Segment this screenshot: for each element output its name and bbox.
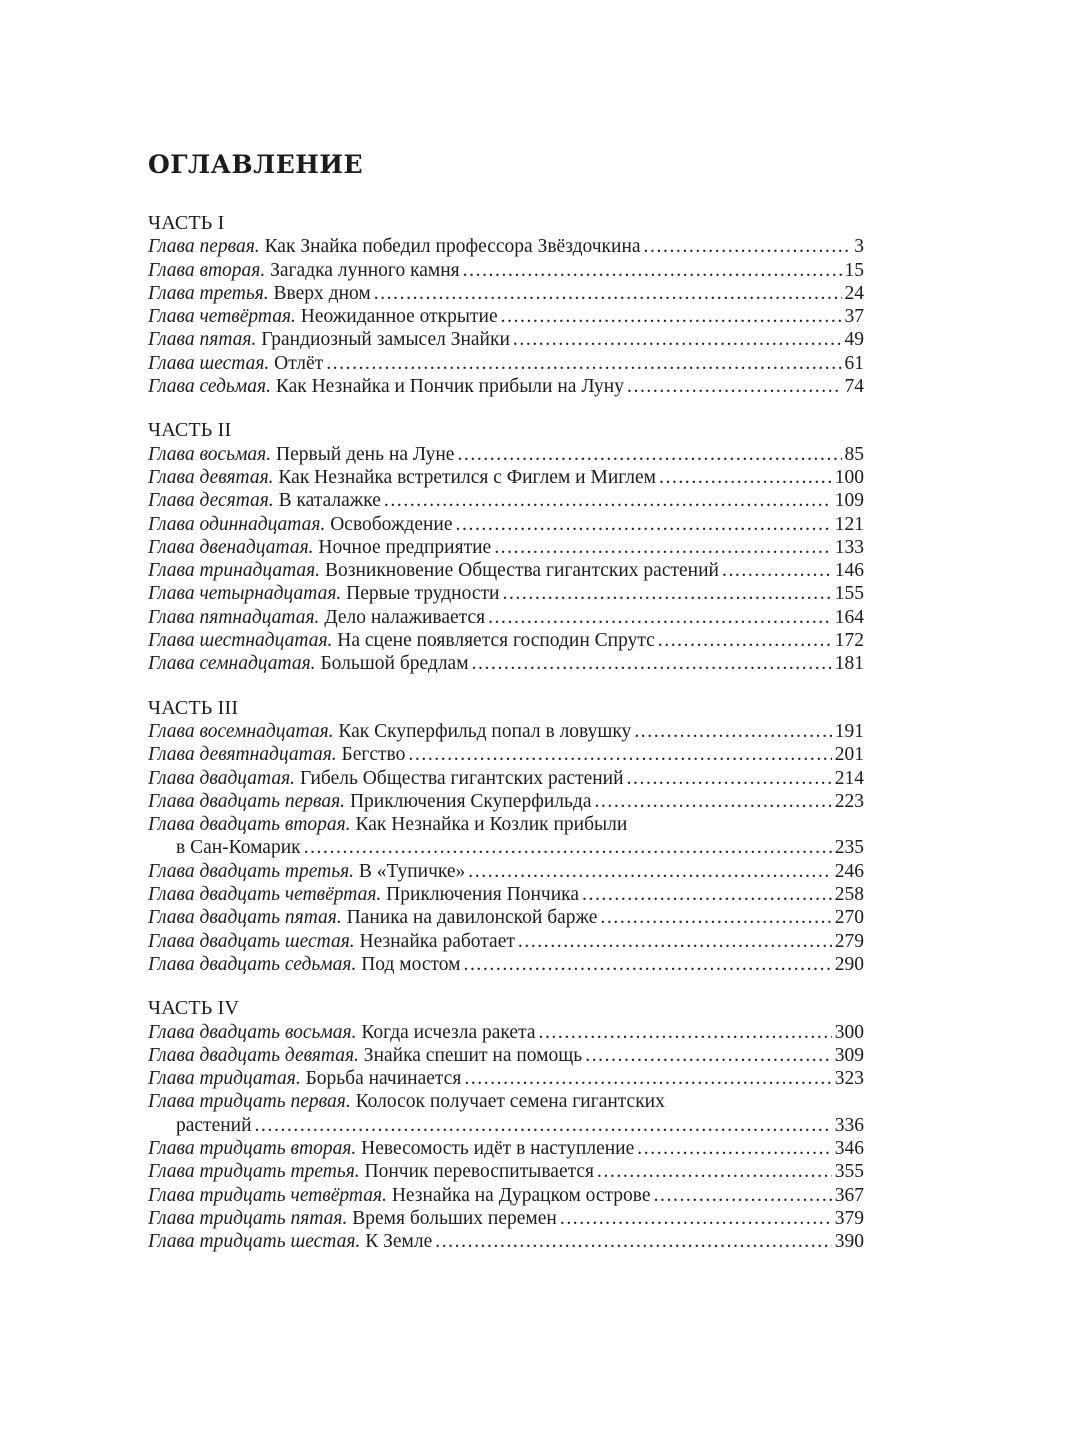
toc-entry[interactable] xyxy=(148,1230,864,1253)
page-number: 355 xyxy=(834,1161,864,1183)
chapter-label: Глава третья. xyxy=(148,282,269,304)
chapter-title: Пончик перевоспитывается xyxy=(364,1161,594,1183)
page-number: 109 xyxy=(834,490,864,512)
chapter-label: Глава двадцать восьмая. xyxy=(148,1021,357,1043)
chapter-title: Дело налаживается xyxy=(324,606,486,628)
chapter-title: Незнайка на Дурацком острове xyxy=(391,1184,651,1206)
chapter-title: Приключения Пончика xyxy=(386,884,579,906)
chapter-label: Глава тридцать вторая. xyxy=(148,1137,357,1159)
page-number: 290 xyxy=(834,953,864,975)
toc-entry[interactable] xyxy=(148,259,864,282)
chapter-label: Глава двадцать седьмая. xyxy=(148,953,357,975)
chapter-label: Глава десятая. xyxy=(148,490,274,512)
chapter-label: Глава семнадцатая. xyxy=(148,653,316,675)
toc-entry[interactable] xyxy=(148,513,864,536)
chapter-title: Грандиозный замысел Знайки xyxy=(261,329,510,351)
chapter-label: Глава двадцатая. xyxy=(148,767,296,789)
chapter-title: Под мостом xyxy=(361,953,461,975)
page-number: 336 xyxy=(834,1114,864,1136)
page-number: 121 xyxy=(834,513,864,535)
entry-text xyxy=(148,443,454,466)
chapter-title: В каталажке xyxy=(278,490,381,512)
chapter-title: Борьба начинается xyxy=(305,1068,462,1090)
leader-dots xyxy=(513,328,842,351)
chapter-title: В «Тупичке» xyxy=(358,860,466,882)
leader-dots xyxy=(304,836,832,859)
entry-text xyxy=(148,305,498,328)
chapter-label: Глава двадцать третья. xyxy=(148,860,355,882)
toc-entry-line xyxy=(148,1090,864,1113)
chapter-label: Глава двадцать первая. xyxy=(148,790,346,812)
chapter-title: На сцене появляется господин Спрутс xyxy=(337,630,655,652)
page-number: 309 xyxy=(834,1044,864,1066)
page-number: 223 xyxy=(834,790,864,812)
toc-part xyxy=(148,419,864,675)
leader-dots xyxy=(600,906,831,929)
leader-dots xyxy=(654,1184,832,1207)
page-number: 100 xyxy=(834,466,864,488)
chapter-title: К Земле xyxy=(365,1231,433,1253)
part-heading: ЧАСТЬ IV xyxy=(148,997,240,1020)
chapter-title: Незнайка работает xyxy=(359,930,515,952)
page-number: 155 xyxy=(834,583,864,605)
chapter-label: Глава четырнадцатая. xyxy=(148,583,342,605)
chapter-title: Гибель Общества гигантских растений xyxy=(299,767,624,789)
leader-dots xyxy=(560,1207,832,1230)
chapter-label: Глава двадцать шестая. xyxy=(148,930,355,952)
entry-text xyxy=(148,953,460,976)
entry-text xyxy=(148,536,491,559)
toc-entry[interactable] xyxy=(148,1207,864,1230)
chapter-title: Вверх дном xyxy=(273,282,371,304)
leader-dots xyxy=(538,1021,831,1044)
entry-text xyxy=(148,629,655,652)
toc-entry[interactable] xyxy=(148,1067,864,1090)
page-number: 279 xyxy=(834,930,864,952)
toc-entry[interactable] xyxy=(148,443,864,466)
chapter-label: Глава девятая. xyxy=(148,466,274,488)
page-number: 191 xyxy=(834,720,864,742)
chapter-title: Время больших перемен xyxy=(352,1207,557,1229)
entry-text xyxy=(148,883,579,906)
page-number: 85 xyxy=(844,443,864,465)
entry-text xyxy=(148,375,624,398)
entry-text xyxy=(148,860,465,883)
chapter-label: Глава тринадцатая. xyxy=(148,560,321,582)
toc-entry[interactable] xyxy=(148,282,864,305)
page-number: 15 xyxy=(844,259,864,281)
entry-text xyxy=(148,1021,535,1044)
toc-entry[interactable] xyxy=(148,883,864,906)
leader-dots xyxy=(472,652,832,675)
page-number: 379 xyxy=(834,1207,864,1229)
leader-dots xyxy=(502,582,831,605)
chapter-label: Глава девятнадцатая. xyxy=(148,744,337,766)
part-heading: ЧАСТЬ I xyxy=(148,212,225,234)
entry-text xyxy=(148,1137,634,1160)
leader-dots xyxy=(463,953,831,976)
toc-entry[interactable] xyxy=(148,1137,864,1160)
toc-entry[interactable] xyxy=(148,582,864,605)
toc-entry[interactable] xyxy=(148,1160,864,1183)
entry-text xyxy=(148,790,591,813)
page-number: 164 xyxy=(834,606,864,628)
leader-dots xyxy=(659,466,832,489)
toc-entry[interactable] xyxy=(148,743,864,766)
entry-text xyxy=(148,352,323,375)
chapter-label: Глава одиннадцатая. xyxy=(148,513,326,535)
chapter-label: Глава двадцать вторая. xyxy=(148,814,351,836)
chapter-title: Большой бредлам xyxy=(320,653,469,675)
page-number: 235 xyxy=(834,837,864,859)
page-number: 172 xyxy=(834,630,864,652)
toc-entry[interactable] xyxy=(148,235,864,258)
chapter-title: Загадка лунного камня xyxy=(270,259,460,281)
toc-entry[interactable] xyxy=(148,536,864,559)
toc-entry[interactable] xyxy=(148,489,864,512)
chapter-title: Возникновение Общества гигантских растений xyxy=(325,560,719,582)
page-number: 367 xyxy=(834,1184,864,1206)
chapter-label: Глава тридцать третья. xyxy=(148,1161,360,1183)
page-number: 74 xyxy=(844,376,864,398)
page-number: 201 xyxy=(834,744,864,766)
toc-entry[interactable] xyxy=(148,559,864,582)
toc-entry[interactable] xyxy=(148,906,864,929)
chapter-title-continuation: в Сан-Комарик xyxy=(176,837,301,859)
chapter-label: Глава двадцать девятая. xyxy=(148,1044,359,1066)
entry-text xyxy=(148,606,485,629)
leader-dots xyxy=(627,375,842,398)
chapter-label: Глава двадцать пятая. xyxy=(148,907,342,929)
chapter-title: Колосок получает семена гигантских xyxy=(355,1091,665,1113)
leader-dots xyxy=(408,743,831,766)
leader-dots xyxy=(468,860,831,883)
toc-part xyxy=(148,997,864,1253)
page-number: 246 xyxy=(834,860,864,882)
page-number: 258 xyxy=(834,884,864,906)
chapter-title: Бегство xyxy=(341,744,406,766)
toc-entry[interactable] xyxy=(148,790,864,813)
chapter-label: Глава первая. xyxy=(148,236,260,258)
toc-part xyxy=(148,212,864,398)
toc-entry[interactable] xyxy=(148,953,864,976)
chapter-label: Глава восьмая. xyxy=(148,443,272,465)
entry-text xyxy=(148,1230,432,1253)
chapter-label: Глава тридцатая. xyxy=(148,1068,301,1090)
leader-dots xyxy=(637,1137,831,1160)
chapter-title: Как Незнайка и Козлик прибыли xyxy=(355,814,628,836)
chapter-label: Глава шестая. xyxy=(148,352,270,374)
chapter-label: Глава двенадцатая. xyxy=(148,536,314,558)
chapter-label: Глава седьмая. xyxy=(148,376,271,398)
leader-dots xyxy=(582,883,832,906)
chapter-title: Приключения Скуперфильда xyxy=(349,790,592,812)
entry-text xyxy=(148,328,510,351)
chapter-title: Освобождение xyxy=(330,513,453,535)
toc-entry[interactable] xyxy=(148,305,864,328)
page-number: 270 xyxy=(834,907,864,929)
leader-dots xyxy=(597,1160,832,1183)
page-number: 390 xyxy=(834,1231,864,1253)
page-number: 37 xyxy=(844,306,864,328)
part-heading: ЧАСТЬ II xyxy=(148,419,232,442)
leader-dots xyxy=(658,629,832,652)
toc-entry[interactable] xyxy=(148,767,864,790)
chapter-title: Отлёт xyxy=(274,352,324,374)
chapter-title: Первые трудности xyxy=(346,583,500,605)
entry-text xyxy=(148,1044,582,1067)
entry-text xyxy=(148,1207,557,1230)
page-number: 346 xyxy=(834,1137,864,1159)
entry-text xyxy=(148,743,405,766)
toc-entry[interactable] xyxy=(148,1021,864,1044)
toc-entry-line xyxy=(148,813,864,836)
entry-text xyxy=(148,930,515,953)
chapter-label: Глава пятнадцатая. xyxy=(148,606,320,628)
entry-text xyxy=(148,282,371,305)
toc-entry[interactable] xyxy=(148,466,864,489)
entry-text xyxy=(148,582,499,605)
chapter-title: Как Незнайка и Пончик прибыли на Луну xyxy=(275,376,624,398)
leader-dots xyxy=(501,305,842,328)
chapter-label: Глава тридцать первая. xyxy=(148,1091,351,1113)
entry-text xyxy=(148,559,719,582)
toc-entry[interactable] xyxy=(148,930,864,953)
chapter-title-continuation: растений xyxy=(176,1114,252,1136)
page-number: 133 xyxy=(834,536,864,558)
chapter-title: Паника на давилонской барже xyxy=(346,907,598,929)
leader-dots xyxy=(722,559,832,582)
toc-entry[interactable] xyxy=(148,1184,864,1207)
leader-dots xyxy=(464,1067,831,1090)
toc-entry[interactable] xyxy=(148,1044,864,1067)
page-number: 3 xyxy=(854,236,864,258)
chapter-label: Глава тридцать шестая. xyxy=(148,1231,361,1253)
leader-dots xyxy=(494,536,832,559)
entry-text xyxy=(148,1184,651,1207)
entry-text xyxy=(148,1160,594,1183)
page-number: 24 xyxy=(844,282,864,304)
page-number: 61 xyxy=(844,352,864,374)
chapter-title: Как Скуперфильд попал в ловушку xyxy=(338,720,632,742)
leader-dots xyxy=(456,513,832,536)
chapter-title: Как Знайка победил профессора Звёздочкина xyxy=(264,236,641,258)
entry-text xyxy=(148,466,656,489)
toc-entry[interactable] xyxy=(148,652,864,675)
page-number: 181 xyxy=(834,653,864,675)
leader-dots xyxy=(644,235,852,258)
entry-text xyxy=(148,513,453,536)
chapter-label: Глава вторая. xyxy=(148,259,266,281)
toc-entry[interactable] xyxy=(148,1114,864,1137)
toc-entry[interactable] xyxy=(148,328,864,351)
chapter-title: Когда исчезла ракета xyxy=(361,1021,536,1043)
leader-dots xyxy=(463,259,842,282)
toc-entry[interactable] xyxy=(148,720,864,743)
leader-dots xyxy=(326,352,841,375)
leader-dots xyxy=(435,1230,832,1253)
toc-entry[interactable] xyxy=(148,375,864,398)
page-number: 146 xyxy=(834,560,864,582)
leader-dots xyxy=(457,443,841,466)
chapter-title: Как Незнайка встретился с Фиглем и Миглем xyxy=(278,466,656,488)
leader-dots xyxy=(384,489,832,512)
leader-dots xyxy=(255,1114,832,1137)
toc-part xyxy=(148,697,864,977)
chapter-label: Глава пятая. xyxy=(148,329,257,351)
entry-text xyxy=(148,767,624,790)
leader-dots xyxy=(518,930,832,953)
chapter-label: Глава тридцать четвёртая. xyxy=(148,1184,387,1206)
entry-text xyxy=(148,1067,461,1090)
chapter-label: Глава тридцать пятая. xyxy=(148,1207,348,1229)
chapter-label: Глава четвёртая. xyxy=(148,306,296,328)
page-title: ОГЛАВЛЕНИЕ xyxy=(148,150,364,179)
chapter-title: Невесомость идёт в наступление xyxy=(361,1137,635,1159)
leader-dots xyxy=(594,790,831,813)
leader-dots xyxy=(488,606,832,629)
toc-entry[interactable] xyxy=(148,860,864,883)
leader-dots xyxy=(374,282,842,305)
chapter-title: Неожиданное открытие xyxy=(300,306,498,328)
part-heading: ЧАСТЬ III xyxy=(148,696,239,719)
leader-dots xyxy=(627,767,832,790)
entry-text xyxy=(148,906,597,929)
toc-entry[interactable] xyxy=(148,352,864,375)
chapter-title: Ночное предприятие xyxy=(318,536,492,558)
page-number: 300 xyxy=(834,1021,864,1043)
entry-text xyxy=(148,720,631,743)
chapter-title: Знайка спешит на помощь xyxy=(363,1044,583,1066)
entry-text xyxy=(148,489,381,512)
toc-entry[interactable] xyxy=(148,836,864,859)
page-number: 214 xyxy=(834,767,864,789)
table-of-contents xyxy=(148,150,864,1274)
chapter-title: Первый день на Луне xyxy=(276,443,455,465)
parts-container xyxy=(148,212,864,1253)
toc-entry[interactable] xyxy=(148,629,864,652)
page-number: 323 xyxy=(834,1068,864,1090)
chapter-label: Глава двадцать четвёртая. xyxy=(148,884,382,906)
entry-text xyxy=(148,259,460,282)
leader-dots xyxy=(585,1044,832,1067)
chapter-label: Глава шестнадцатая. xyxy=(148,630,333,652)
chapter-label: Глава восемнадцатая. xyxy=(148,720,334,742)
leader-dots xyxy=(634,720,831,743)
page-number: 49 xyxy=(844,329,864,351)
entry-text xyxy=(148,235,641,258)
toc-entry[interactable] xyxy=(148,606,864,629)
entry-text xyxy=(148,652,469,675)
